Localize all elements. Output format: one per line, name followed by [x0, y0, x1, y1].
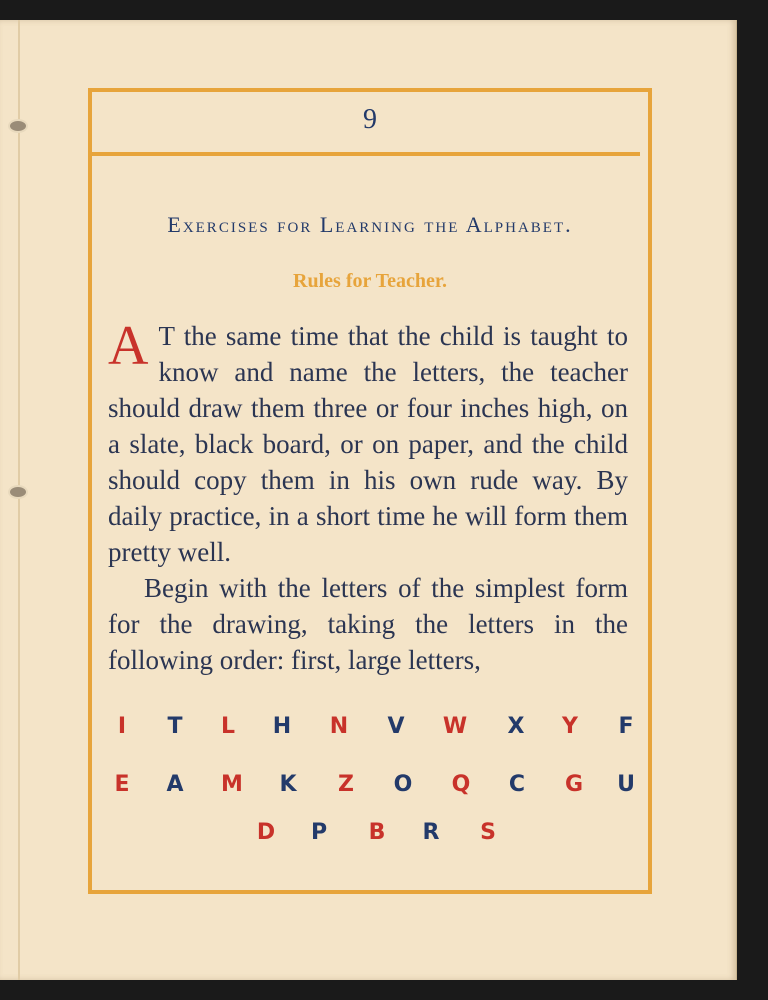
body-text	[108, 315, 628, 678]
letter: G	[564, 772, 584, 797]
letter: P	[310, 820, 328, 845]
letter: A	[166, 772, 184, 797]
alphabet-row-1	[92, 714, 648, 744]
binding-stitch-top	[10, 121, 26, 131]
letter: S	[480, 820, 496, 845]
letter: C	[508, 772, 526, 797]
letter: W	[442, 714, 468, 739]
page-number: 9	[363, 104, 377, 135]
paragraph-2: Begin with the letters of the simplest form for the drawing, taking the letters in the following order: first, large letters,	[108, 573, 628, 675]
letter: O	[393, 772, 413, 797]
letter: L	[220, 714, 236, 739]
drop-cap: A	[108, 315, 149, 377]
letter: N	[329, 714, 349, 739]
header-divider	[92, 152, 640, 156]
letter: Y	[562, 714, 578, 739]
letter: T	[167, 714, 183, 739]
letter: H	[272, 714, 292, 739]
letter: F	[618, 714, 634, 739]
paragraph-1-text: T the same time that the child is taught to know and name the letters, the teacher should draw them three or four inches high, on a slate, black board, or on paper, and the child should copy them in his own rude way. By daily practice, in a short time he will form them pretty well.	[108, 321, 628, 567]
letter: B	[368, 820, 386, 845]
letter: K	[279, 772, 297, 797]
letter: Z	[338, 772, 354, 797]
binding-stitch-middle	[10, 487, 26, 497]
alphabet-row-2	[92, 772, 648, 802]
letter: E	[114, 772, 130, 797]
paragraph-1	[108, 315, 628, 570]
alphabet-row-3	[92, 820, 648, 850]
page-gutter	[18, 20, 20, 980]
section-subtitle: Rules for Teacher.	[293, 270, 447, 292]
letter: U	[617, 772, 635, 797]
letter: V	[387, 714, 405, 739]
letter: I	[117, 714, 127, 739]
letter: X	[507, 714, 525, 739]
letter: D	[256, 820, 276, 845]
letter: M	[221, 772, 243, 797]
page-title: Exercises for Learning the Alphabet.	[167, 212, 573, 237]
letter: Q	[451, 772, 471, 797]
letter: R	[422, 820, 440, 845]
